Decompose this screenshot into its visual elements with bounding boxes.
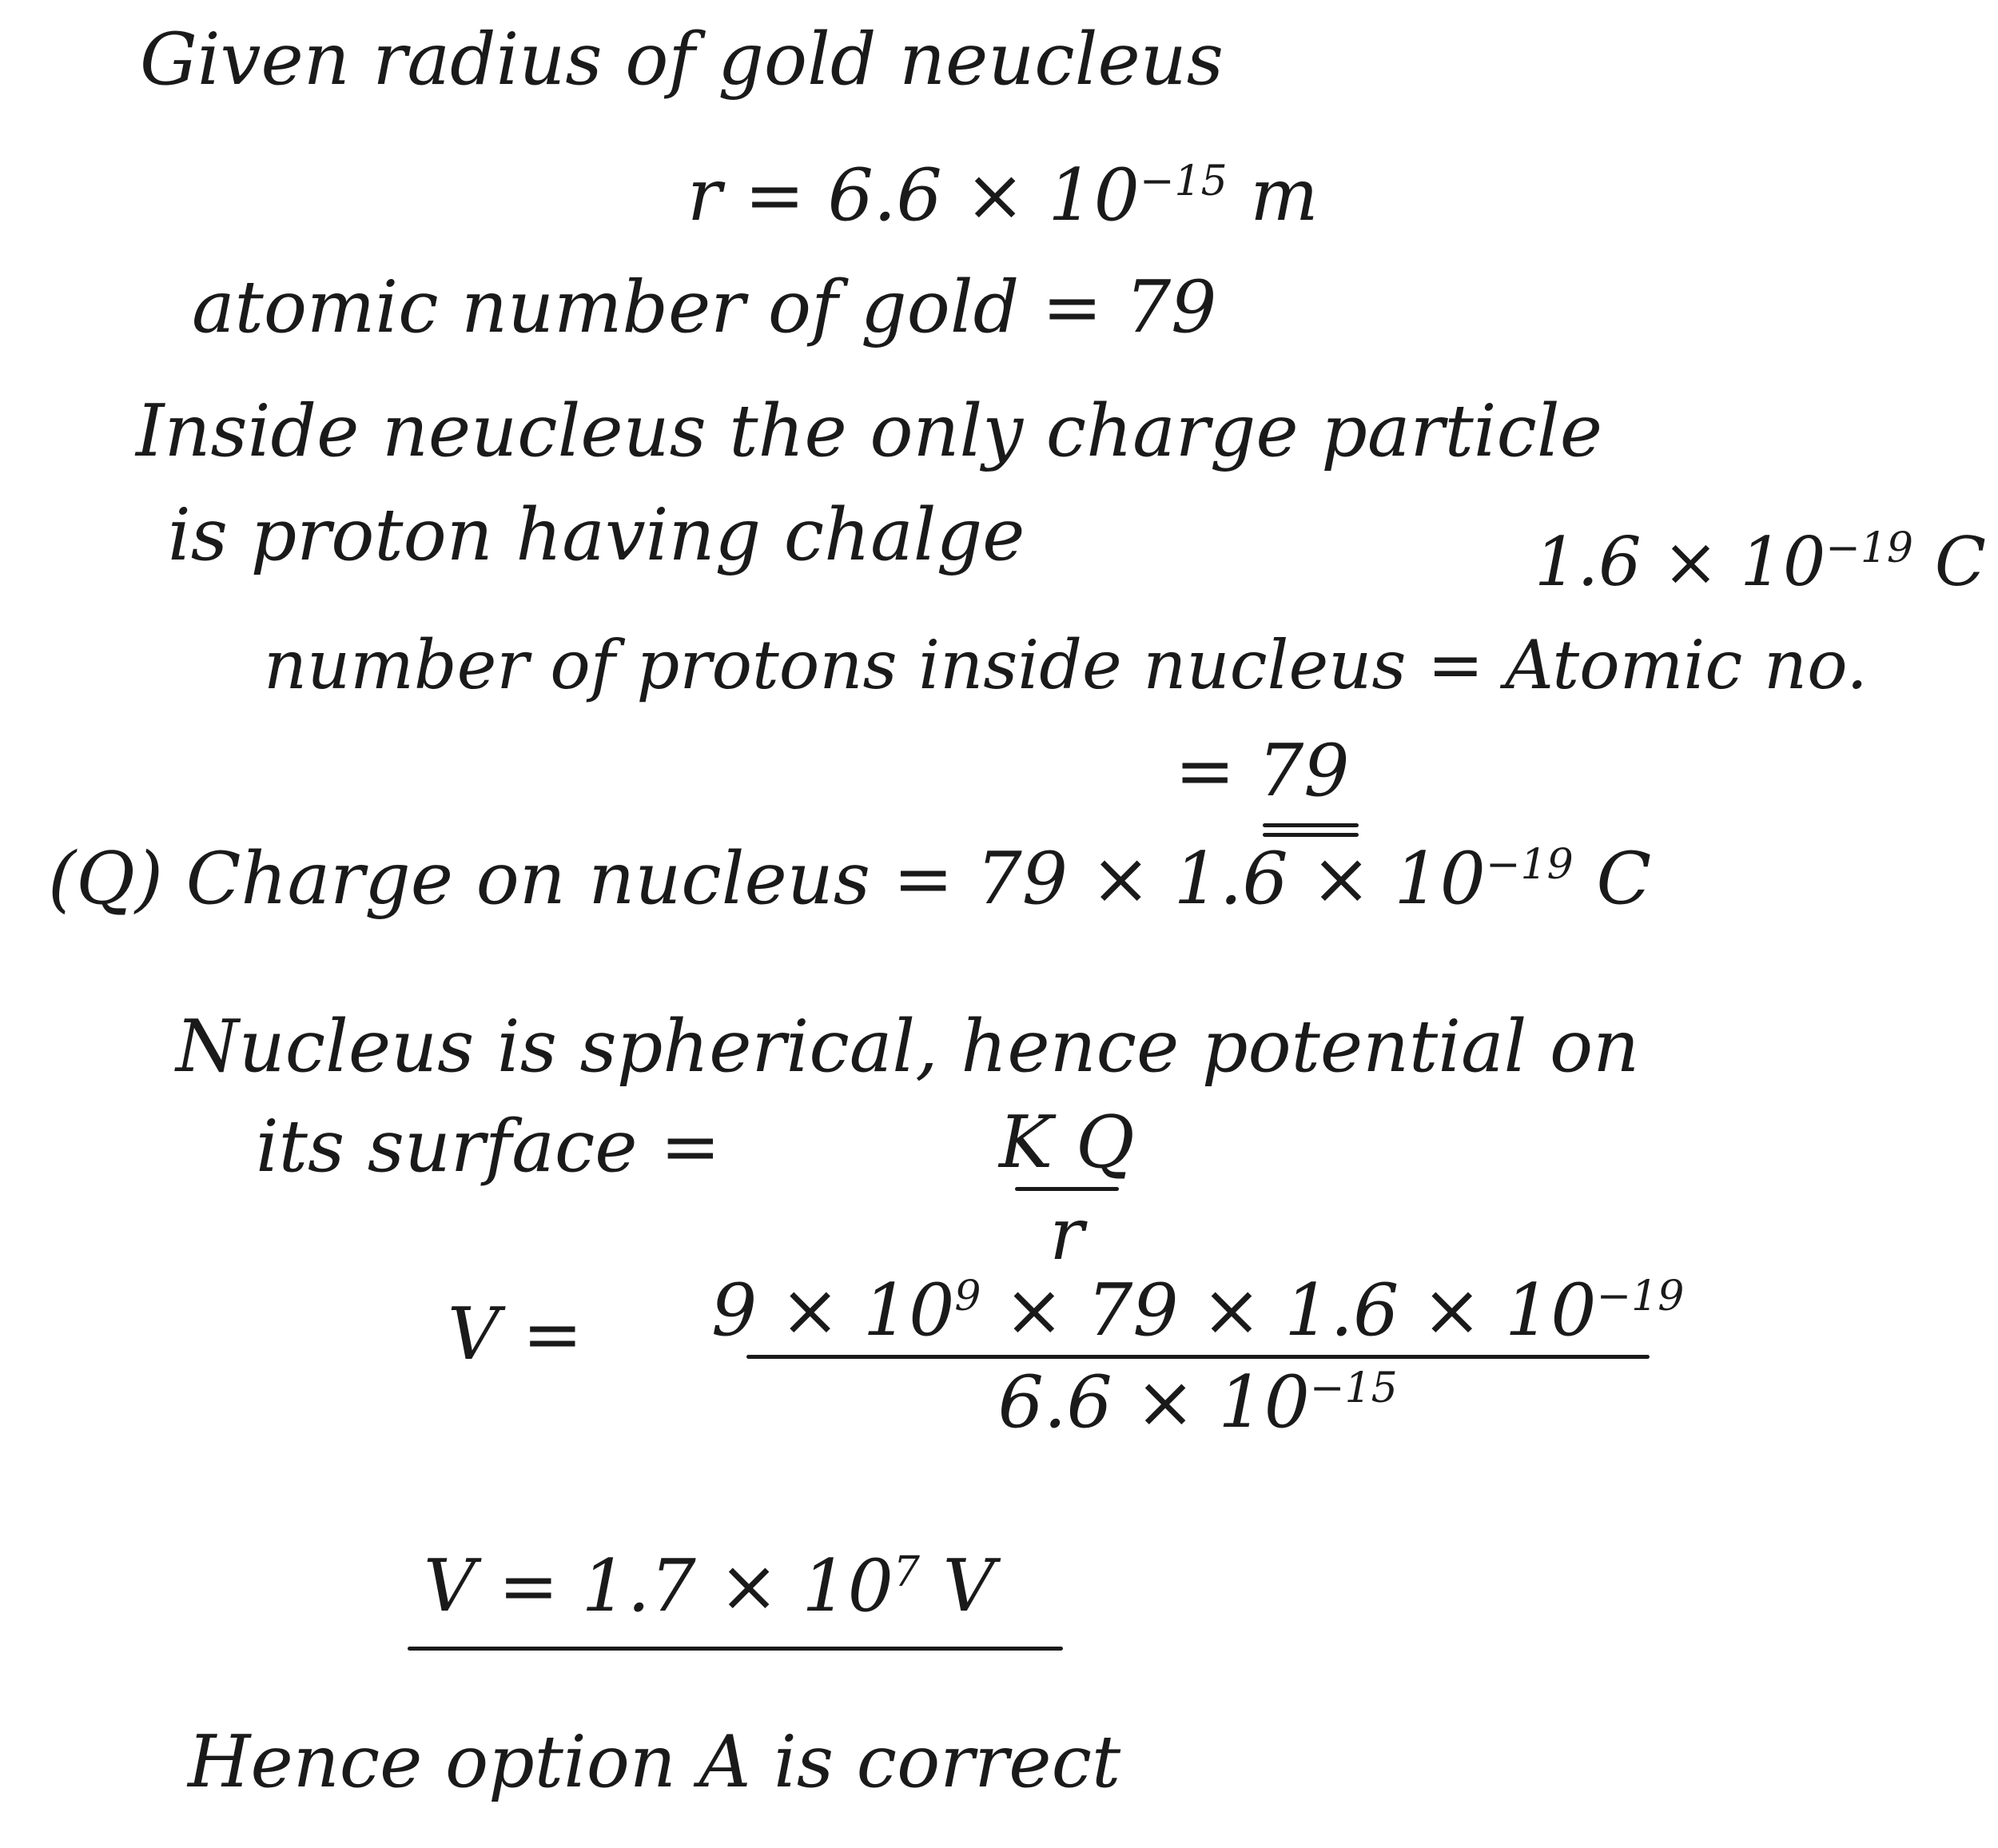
- kq-denominator: r: [1049, 1193, 1085, 1276]
- radius-value: r = 6.6 × 10: [687, 153, 1140, 237]
- surface-line: its surface =: [256, 1105, 721, 1189]
- numerator-exponent-a: 9: [954, 1272, 981, 1320]
- protons-count-underline: [1263, 823, 1359, 827]
- potential-lhs: V =: [448, 1292, 583, 1376]
- atomic-number-line: atomic number of gold = 79: [192, 265, 1217, 349]
- proton-charge-exponent: −19: [1825, 524, 1914, 572]
- kq-fraction-bar: [1015, 1187, 1119, 1191]
- final-potential-underline: [408, 1647, 1063, 1651]
- potential-fraction: [711, 1269, 1685, 1444]
- kq-numerator: K Q: [999, 1101, 1135, 1185]
- potential-denominator: $6.6 \times 10^{-15}$: [997, 1360, 1398, 1444]
- protons-count-result: = 79: [1175, 729, 1350, 813]
- given-radius-heading: Given radius of gold neucleus: [140, 18, 1224, 102]
- nucleus-charge-unit: C: [1596, 837, 1652, 921]
- final-potential: $V = 1.7 \times 10^7$ V: [424, 1544, 995, 1628]
- spherical-potential-line: Nucleus is spherical, hence potential on: [176, 1005, 1640, 1089]
- protons-count-line: number of protons inside nucleus = Atomic no.: [264, 626, 1868, 704]
- proton-charge-line: [168, 493, 1025, 577]
- radius-value-line: [687, 153, 1319, 237]
- proton-charge-text: is proton having chalge: [168, 493, 1025, 577]
- conclusion-line: Hence option A is correct: [188, 1720, 1121, 1804]
- radius-unit: m: [1250, 153, 1319, 237]
- nucleus-charge-exponent: −19: [1485, 841, 1574, 889]
- potential-numerator: $9 \times 10^9 \times 79 \times 1.6 \times 10^{-19}$: [711, 1269, 1685, 1352]
- charge-particle-line: Inside neucleus the only charge particle: [136, 389, 1602, 473]
- final-potential-unit: V: [942, 1544, 995, 1628]
- proton-charge-value: $1.6 \times 10^{-19}$ C: [1534, 523, 1986, 601]
- numerator-exponent-b: −19: [1596, 1272, 1685, 1320]
- radius-exponent: −15: [1139, 157, 1228, 205]
- final-potential-exponent: 7: [893, 1548, 920, 1596]
- denominator-exponent: −15: [1309, 1364, 1398, 1412]
- proton-charge-unit: C: [1934, 523, 1986, 601]
- nucleus-charge-line: (Q) Charge on nucleus = $79 \times 1.6 \times 10^{-19}$ C: [48, 837, 1652, 921]
- kq-over-r-fraction: [999, 1101, 1135, 1276]
- potential-fraction-bar: [746, 1355, 1650, 1359]
